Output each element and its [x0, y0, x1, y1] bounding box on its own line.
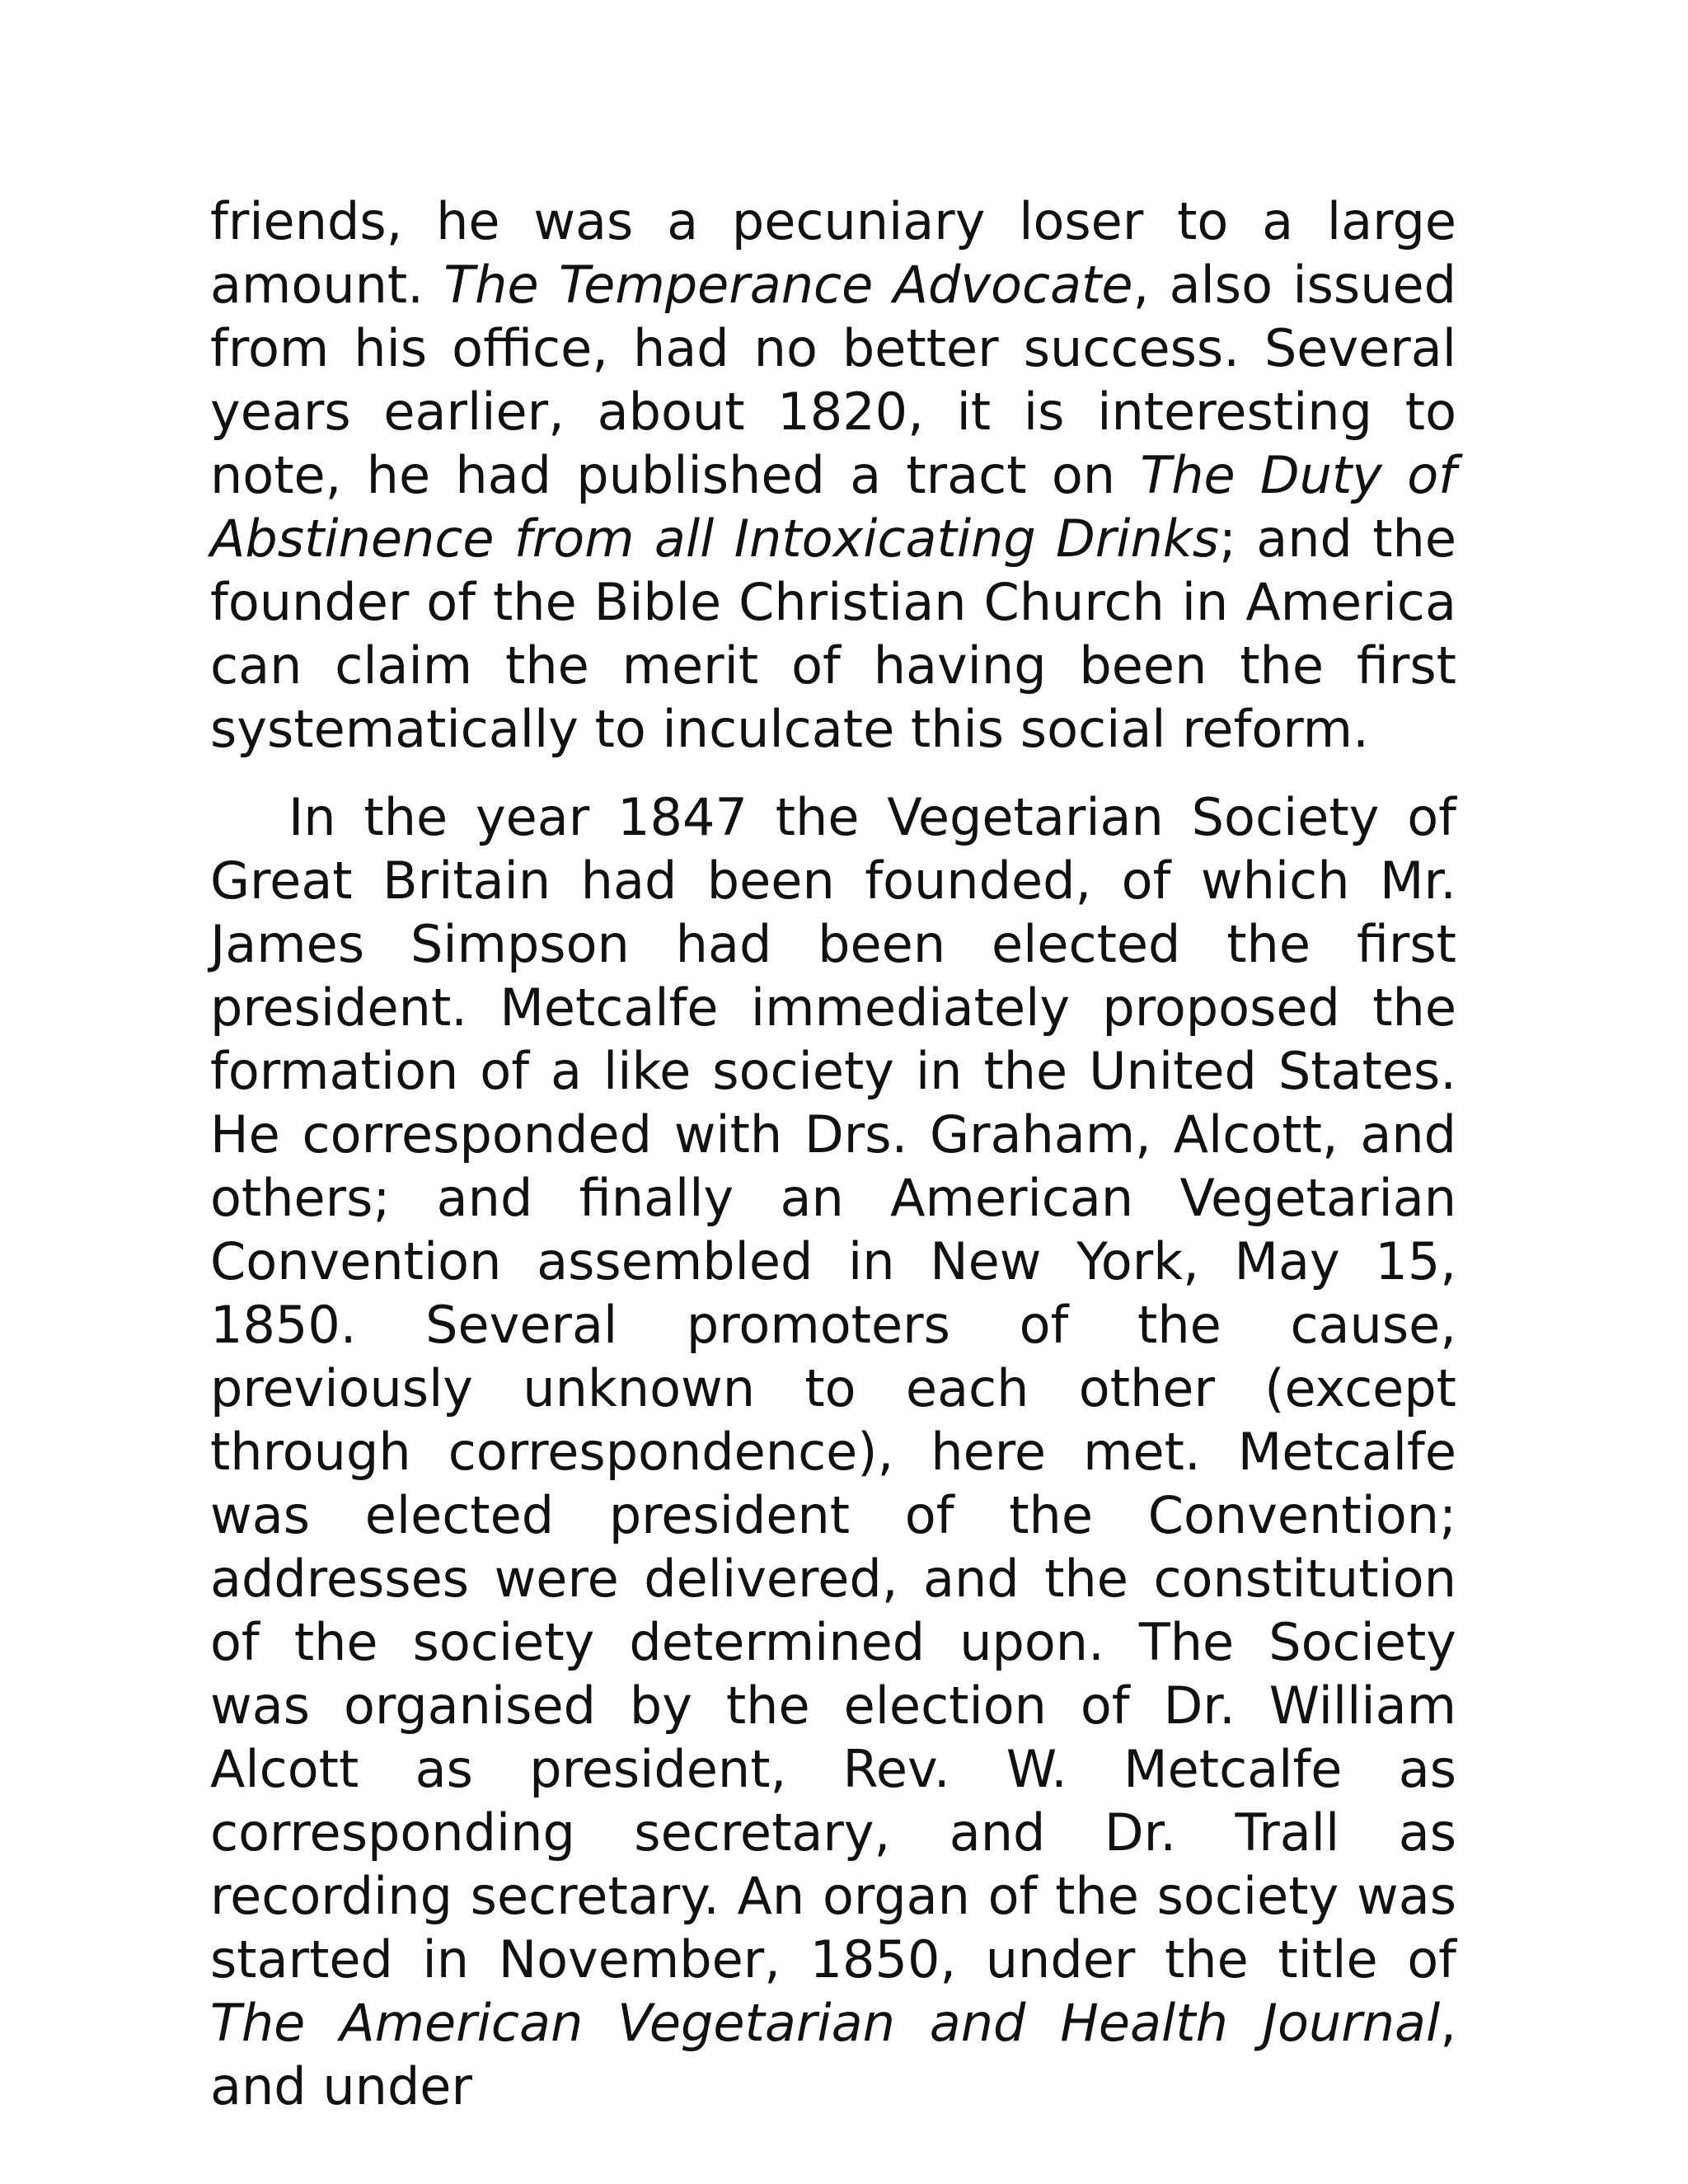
text-segment: , and under: [210, 1993, 1456, 2116]
paragraph-2: [210, 785, 1456, 2118]
body-text: [210, 190, 1456, 2118]
text-segment: , also issued from his office, had no better success. Several years earlier, about 1820, it is interesting to note, he had published a tract on: [210, 255, 1457, 505]
text-segment: In the year 1847 the Vegetarian Society of Great Britain had been founded, of which Mr. James Simpson had been elected the first president. Metcalfe immediately proposed the formation of a like society in the United States. He corresponded with Drs. Graham, Alcott, and others; and finally an American Vegetarian Convention assembled in New York, May 15, 1850. Several promoters of the cause, previously unknown to each other (except through correspondence), here met. Metcalfe was elected president of the Convention; addresses were delivered, and the constitution of the society determined upon. The Society was organised by the election of Dr. William Alcott as president, Rev. W. Metcalfe as corresponding secretary, and Dr. Trall as recording secretary. An organ of the society was started in November, 1850, under the title of: [210, 787, 1456, 1990]
text-segment: friends, he was a pecuniary loser to a large amount.: [210, 191, 1456, 315]
text-segment: ; and the founder of the Bible Christian Church in America can claim the merit of having been the first systematically to inculcate this social reform.: [210, 509, 1456, 759]
italic-title-american-vegetarian-journal: The American Vegetarian and Health Journal: [210, 1993, 1441, 2053]
paragraph-1: [210, 190, 1456, 761]
italic-title-temperance-advocate: The Temperance Advocate: [443, 255, 1133, 315]
italic-title-duty-of-abstinence: The Duty of Abstinence from all Intoxicating Drinks: [210, 445, 1456, 569]
